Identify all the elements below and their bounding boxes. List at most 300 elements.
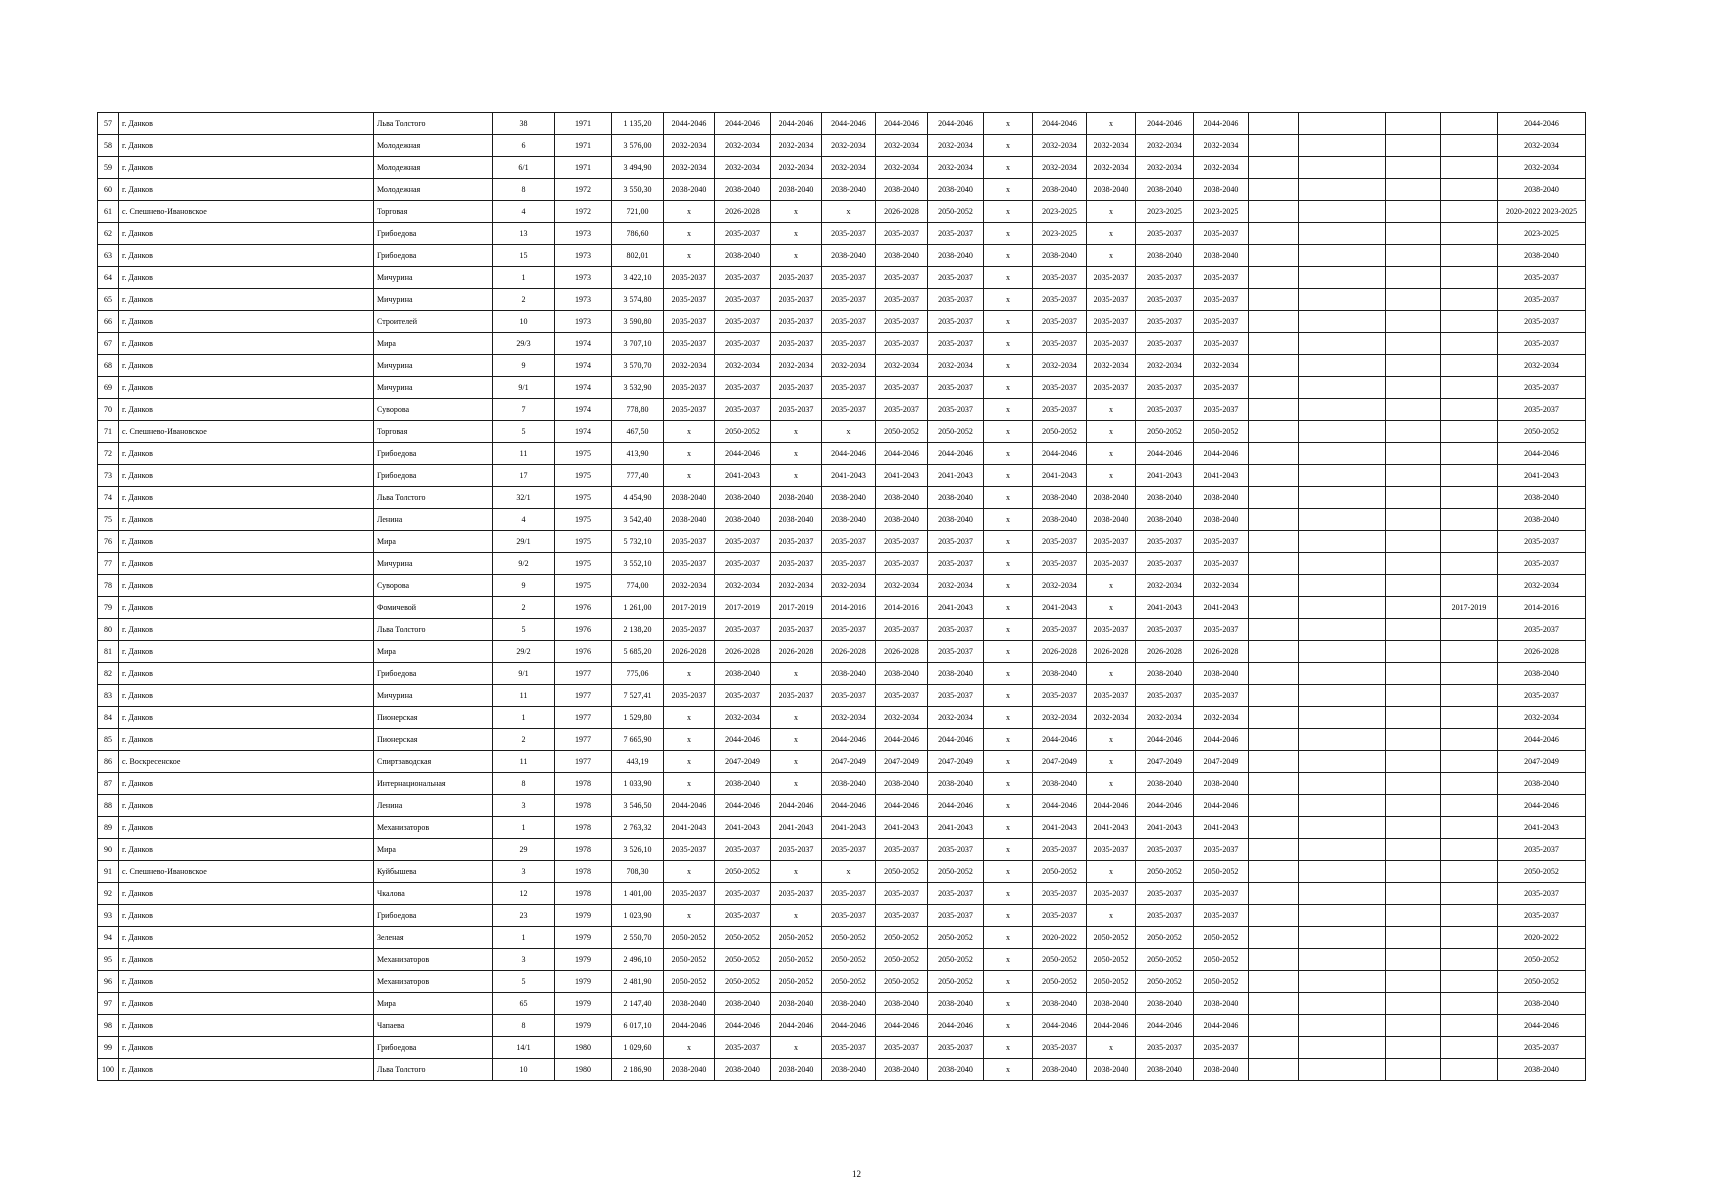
table-cell: 2035-2037 <box>1033 1037 1087 1059</box>
table-cell: 2038-2040 <box>715 1059 771 1081</box>
table-cell: 2035-2037 <box>876 883 928 905</box>
table-cell: Мира <box>374 531 493 553</box>
table-cell: 2026-2028 <box>876 201 928 223</box>
table-cell: 2038-2040 <box>928 179 984 201</box>
table-cell: 29/1 <box>493 531 555 553</box>
table-cell: 2035-2037 <box>715 399 771 421</box>
table-cell: 2035-2037 <box>822 377 876 399</box>
table-cell <box>1299 509 1386 531</box>
table-cell: х <box>984 135 1033 157</box>
table-cell <box>1441 531 1498 553</box>
table-cell: 1974 <box>555 355 612 377</box>
table-row <box>98 817 1586 839</box>
table-cell: х <box>664 707 715 729</box>
table-cell: 2032-2034 <box>1498 355 1586 377</box>
table-cell: 2035-2037 <box>1136 905 1194 927</box>
table-cell: 2035-2037 <box>876 311 928 333</box>
table-cell: 2035-2037 <box>1033 905 1087 927</box>
table-cell <box>1249 839 1299 861</box>
table-cell <box>1386 179 1441 201</box>
table-cell <box>1386 817 1441 839</box>
table-cell <box>1386 707 1441 729</box>
table-cell: х <box>984 157 1033 179</box>
table-cell: 2035-2037 <box>1136 311 1194 333</box>
table-cell <box>1386 883 1441 905</box>
table-cell: 99 <box>98 1037 119 1059</box>
table-cell: х <box>771 707 822 729</box>
table-cell: 2035-2037 <box>1136 377 1194 399</box>
table-cell: 2047-2049 <box>822 751 876 773</box>
table-row <box>98 399 1586 421</box>
table-cell: 29/3 <box>493 333 555 355</box>
table-cell: г. Данков <box>119 267 374 289</box>
table-cell: Льва Толстого <box>374 619 493 641</box>
table-cell: 66 <box>98 311 119 333</box>
table-cell: Механизаторов <box>374 817 493 839</box>
table-cell: Мира <box>374 993 493 1015</box>
table-cell: х <box>984 1015 1033 1037</box>
table-cell: 2038-2040 <box>1136 179 1194 201</box>
table-cell <box>1249 399 1299 421</box>
table-cell: 3 <box>493 949 555 971</box>
table-cell: 2041-2043 <box>664 817 715 839</box>
table-cell <box>1249 531 1299 553</box>
table-cell: 2035-2037 <box>928 553 984 575</box>
table-cell <box>1299 355 1386 377</box>
table-cell: 2050-2052 <box>1087 927 1136 949</box>
table-row <box>98 509 1586 531</box>
table-cell: 802,01 <box>612 245 664 267</box>
table-cell <box>1441 861 1498 883</box>
table-cell: Грибоедова <box>374 905 493 927</box>
table-cell: 93 <box>98 905 119 927</box>
table-cell: 38 <box>493 113 555 135</box>
table-cell: 2035-2037 <box>1033 685 1087 707</box>
table-cell <box>1441 113 1498 135</box>
table-cell: 2035-2037 <box>876 377 928 399</box>
table-cell <box>1299 707 1386 729</box>
table-cell: 2035-2037 <box>876 1037 928 1059</box>
table-cell: 1977 <box>555 751 612 773</box>
table-cell: 2035-2037 <box>1136 223 1194 245</box>
table-cell: 2041-2043 <box>1033 465 1087 487</box>
table-cell: 2035-2037 <box>876 399 928 421</box>
table-cell: 2032-2034 <box>1498 135 1586 157</box>
table-cell: 2035-2037 <box>771 377 822 399</box>
table-cell: 2038-2040 <box>928 663 984 685</box>
table-cell: 2050-2052 <box>1498 861 1586 883</box>
table-cell <box>1441 509 1498 531</box>
table-cell: 2050-2052 <box>1498 949 1586 971</box>
table-cell <box>1249 333 1299 355</box>
table-cell: 88 <box>98 795 119 817</box>
table-cell: х <box>664 421 715 443</box>
table-cell: 2035-2037 <box>1136 619 1194 641</box>
table-cell <box>1299 443 1386 465</box>
table-cell <box>1386 157 1441 179</box>
table-cell: 2041-2043 <box>928 817 984 839</box>
table-cell: 3 546,50 <box>612 795 664 817</box>
table-cell: г. Данков <box>119 927 374 949</box>
table-row <box>98 223 1586 245</box>
table-cell <box>1299 905 1386 927</box>
table-cell: г. Данков <box>119 641 374 663</box>
table-cell: х <box>984 839 1033 861</box>
table-cell: 3 <box>493 861 555 883</box>
table-cell: Мичурина <box>374 553 493 575</box>
table-cell: Льва Толстого <box>374 113 493 135</box>
table-cell <box>1299 135 1386 157</box>
table-cell: 1974 <box>555 333 612 355</box>
table-cell: 2035-2037 <box>1087 289 1136 311</box>
table-cell: г. Данков <box>119 487 374 509</box>
table-cell: 2044-2046 <box>928 1015 984 1037</box>
table-cell: 2038-2040 <box>771 1059 822 1081</box>
table-cell: 77 <box>98 553 119 575</box>
table-cell <box>1299 883 1386 905</box>
table-cell: 3 494,90 <box>612 157 664 179</box>
table-row <box>98 1037 1586 1059</box>
table-cell: 2041-2043 <box>715 817 771 839</box>
table-cell: х <box>984 311 1033 333</box>
table-cell: с. Спешнево-Ивановское <box>119 201 374 223</box>
table-cell <box>1299 487 1386 509</box>
table-cell: 14/1 <box>493 1037 555 1059</box>
table-cell: 2038-2040 <box>1498 509 1586 531</box>
table-cell: 2 <box>493 289 555 311</box>
table-cell: 2041-2043 <box>928 597 984 619</box>
table-cell: 2035-2037 <box>928 289 984 311</box>
table-cell: 2017-2019 <box>664 597 715 619</box>
table-cell: с. Воскресенское <box>119 751 374 773</box>
table-cell: 2044-2046 <box>1194 113 1249 135</box>
table-cell: 2038-2040 <box>1194 509 1249 531</box>
table-cell: 2050-2052 <box>1194 927 1249 949</box>
table-cell: г. Данков <box>119 817 374 839</box>
table-cell: 2035-2037 <box>928 905 984 927</box>
table-cell: 2 138,20 <box>612 619 664 641</box>
table-cell: х <box>984 223 1033 245</box>
table-cell: 2 763,32 <box>612 817 664 839</box>
table-cell: х <box>1087 663 1136 685</box>
table-cell: х <box>984 531 1033 553</box>
table-cell: 2038-2040 <box>715 993 771 1015</box>
table-cell: 2050-2052 <box>1498 421 1586 443</box>
table-cell: 80 <box>98 619 119 641</box>
table-cell: 778,80 <box>612 399 664 421</box>
table-cell: 2038-2040 <box>928 1059 984 1081</box>
table-cell: Суворова <box>374 399 493 421</box>
table-cell: 2050-2052 <box>1087 971 1136 993</box>
table-cell: 2041-2043 <box>1136 597 1194 619</box>
table-row <box>98 839 1586 861</box>
table-cell: 2035-2037 <box>1498 333 1586 355</box>
table-cell: 2035-2037 <box>715 839 771 861</box>
table-cell <box>1386 113 1441 135</box>
table-cell: 3 552,10 <box>612 553 664 575</box>
table-cell: 2044-2046 <box>928 113 984 135</box>
table-cell: 2035-2037 <box>1033 311 1087 333</box>
table-cell: 2038-2040 <box>1033 993 1087 1015</box>
table-cell: 12 <box>493 883 555 905</box>
table-cell: 2044-2046 <box>771 113 822 135</box>
table-cell <box>1299 421 1386 443</box>
table-cell: 2050-2052 <box>1087 949 1136 971</box>
table-cell: 2038-2040 <box>715 487 771 509</box>
table-cell: 1975 <box>555 553 612 575</box>
table-cell <box>1386 487 1441 509</box>
table-cell: 2020-2022 2023-2025 <box>1498 201 1586 223</box>
table-cell: 15 <box>493 245 555 267</box>
table-cell: 2047-2049 <box>1498 751 1586 773</box>
table-cell: 2038-2040 <box>715 509 771 531</box>
table-cell: 2038-2040 <box>928 487 984 509</box>
table-cell: 10 <box>493 1059 555 1081</box>
table-cell <box>1386 1037 1441 1059</box>
table-row <box>98 905 1586 927</box>
table-cell: 2038-2040 <box>876 1059 928 1081</box>
table-cell: 2038-2040 <box>1498 487 1586 509</box>
table-cell: 2038-2040 <box>664 179 715 201</box>
table-cell: 2047-2049 <box>1033 751 1087 773</box>
table-cell: 2032-2034 <box>715 135 771 157</box>
table-cell: 2044-2046 <box>715 113 771 135</box>
table-cell <box>1386 267 1441 289</box>
table-cell <box>1441 927 1498 949</box>
table-cell: г. Данков <box>119 311 374 333</box>
table-cell: 68 <box>98 355 119 377</box>
table-cell: 2032-2034 <box>771 157 822 179</box>
table-cell <box>1299 795 1386 817</box>
table-cell <box>1441 619 1498 641</box>
table-cell <box>1299 531 1386 553</box>
table-cell: 2035-2037 <box>928 267 984 289</box>
table-cell: 2041-2043 <box>928 465 984 487</box>
table-cell: 2035-2037 <box>928 685 984 707</box>
table-cell: х <box>984 1059 1033 1081</box>
table-row <box>98 377 1586 399</box>
table-cell: 1 <box>493 707 555 729</box>
table-cell: 2038-2040 <box>1194 773 1249 795</box>
table-cell: 2038-2040 <box>822 1059 876 1081</box>
table-cell: 2032-2034 <box>928 575 984 597</box>
table-cell <box>1249 377 1299 399</box>
table-cell: Спиртзаводская <box>374 751 493 773</box>
table-cell: 2026-2028 <box>771 641 822 663</box>
table-cell: 2038-2040 <box>876 663 928 685</box>
table-cell: с. Спешнево-Ивановское <box>119 421 374 443</box>
table-cell: 2050-2052 <box>876 927 928 949</box>
table-cell: 87 <box>98 773 119 795</box>
table-cell <box>1249 993 1299 1015</box>
table-cell: 2038-2040 <box>822 509 876 531</box>
table-cell: 2035-2037 <box>771 289 822 311</box>
table-row <box>98 971 1586 993</box>
table-cell: 82 <box>98 663 119 685</box>
table-cell: 2032-2034 <box>1033 135 1087 157</box>
table-cell <box>1386 861 1441 883</box>
table-cell: 2035-2037 <box>1033 377 1087 399</box>
table-cell: х <box>771 729 822 751</box>
table-cell: Механизаторов <box>374 949 493 971</box>
table-row <box>98 311 1586 333</box>
table-cell: 2041-2043 <box>1033 817 1087 839</box>
table-cell: 2044-2046 <box>1194 443 1249 465</box>
table-cell: 2035-2037 <box>1498 883 1586 905</box>
table-cell: 2038-2040 <box>771 993 822 1015</box>
table-cell: 2035-2037 <box>876 553 928 575</box>
table-cell: 2038-2040 <box>1033 179 1087 201</box>
table-cell <box>1299 113 1386 135</box>
table-cell: 2038-2040 <box>715 245 771 267</box>
table-cell: х <box>984 289 1033 311</box>
table-cell: 443,19 <box>612 751 664 773</box>
table-cell: х <box>1087 773 1136 795</box>
table-cell: 2023-2025 <box>1136 201 1194 223</box>
table-cell: 2032-2034 <box>1033 355 1087 377</box>
table-cell: г. Данков <box>119 509 374 531</box>
table-cell: 97 <box>98 993 119 1015</box>
table-cell: 2035-2037 <box>1498 399 1586 421</box>
table-cell: 2032-2034 <box>1194 355 1249 377</box>
table-cell: 1974 <box>555 399 612 421</box>
table-cell: 2050-2052 <box>771 949 822 971</box>
table-cell: 2050-2052 <box>1194 949 1249 971</box>
table-cell <box>1249 509 1299 531</box>
table-cell: 2032-2034 <box>876 575 928 597</box>
table-cell: х <box>984 597 1033 619</box>
table-cell <box>1299 971 1386 993</box>
table-row <box>98 421 1586 443</box>
table-cell: 2026-2028 <box>1136 641 1194 663</box>
table-cell <box>1249 729 1299 751</box>
table-cell: 2035-2037 <box>1498 377 1586 399</box>
table-cell <box>1299 377 1386 399</box>
table-cell: х <box>984 1037 1033 1059</box>
table-row <box>98 245 1586 267</box>
table-cell <box>1386 751 1441 773</box>
table-cell: 2044-2046 <box>1136 443 1194 465</box>
table-cell: 2050-2052 <box>928 201 984 223</box>
table-cell: х <box>1087 421 1136 443</box>
table-cell <box>1299 311 1386 333</box>
table-cell: 2035-2037 <box>928 377 984 399</box>
table-cell: 2035-2037 <box>1087 333 1136 355</box>
table-cell: 2035-2037 <box>1033 839 1087 861</box>
table-cell <box>1386 377 1441 399</box>
table-cell <box>1441 553 1498 575</box>
table-cell: 2038-2040 <box>1498 993 1586 1015</box>
table-cell: 2038-2040 <box>1033 245 1087 267</box>
table-cell: 2035-2037 <box>928 1037 984 1059</box>
table-cell <box>1386 971 1441 993</box>
table-cell <box>1441 201 1498 223</box>
table-cell <box>1386 993 1441 1015</box>
table-cell: х <box>771 663 822 685</box>
table-cell: 71 <box>98 421 119 443</box>
table-cell: 1 029,60 <box>612 1037 664 1059</box>
table-cell: 1975 <box>555 575 612 597</box>
table-cell: 1972 <box>555 201 612 223</box>
table-cell: 2038-2040 <box>715 663 771 685</box>
table-cell: 2038-2040 <box>664 487 715 509</box>
table-cell: 2050-2052 <box>771 971 822 993</box>
table-row <box>98 267 1586 289</box>
table-cell <box>1249 861 1299 883</box>
table-cell: 2035-2037 <box>1087 685 1136 707</box>
table-cell: г. Данков <box>119 729 374 751</box>
table-cell: 2032-2034 <box>928 355 984 377</box>
table-cell <box>1441 223 1498 245</box>
table-cell: х <box>984 751 1033 773</box>
table-cell: 2035-2037 <box>771 399 822 421</box>
table-cell: 2050-2052 <box>1136 927 1194 949</box>
table-cell: 2035-2037 <box>1194 553 1249 575</box>
table-cell: 2035-2037 <box>876 685 928 707</box>
table-cell: 2032-2034 <box>1194 157 1249 179</box>
table-cell: 17 <box>493 465 555 487</box>
table-cell: 2038-2040 <box>664 509 715 531</box>
table-cell <box>1299 1059 1386 1081</box>
table-cell: г. Данков <box>119 289 374 311</box>
table-cell: 60 <box>98 179 119 201</box>
table-cell: 2044-2046 <box>1087 1015 1136 1037</box>
table-cell: х <box>822 861 876 883</box>
table-cell <box>1299 685 1386 707</box>
table-cell: х <box>1087 443 1136 465</box>
table-cell: 2032-2034 <box>664 355 715 377</box>
table-cell: Ленина <box>374 795 493 817</box>
table-cell: 4 <box>493 201 555 223</box>
table-cell: 2032-2034 <box>1136 135 1194 157</box>
table-cell <box>1441 883 1498 905</box>
table-cell: 1 135,20 <box>612 113 664 135</box>
table-cell: 2032-2034 <box>771 355 822 377</box>
table-cell: 2035-2037 <box>715 619 771 641</box>
table-cell: х <box>1087 861 1136 883</box>
table-cell: 2038-2040 <box>1136 773 1194 795</box>
table-cell: х <box>664 905 715 927</box>
table-cell <box>1441 971 1498 993</box>
table-cell: 2035-2037 <box>928 883 984 905</box>
table-cell: 2050-2052 <box>876 861 928 883</box>
table-cell: 2035-2037 <box>822 685 876 707</box>
table-cell: 2032-2034 <box>664 157 715 179</box>
table-cell: 1979 <box>555 993 612 1015</box>
table-cell: 5 732,10 <box>612 531 664 553</box>
table-cell: 2038-2040 <box>1194 179 1249 201</box>
table-cell: 84 <box>98 707 119 729</box>
table-cell: 2044-2046 <box>664 795 715 817</box>
table-row <box>98 993 1586 1015</box>
table-cell: 2035-2037 <box>715 223 771 245</box>
table-cell: 2023-2025 <box>1194 201 1249 223</box>
table-cell: 2035-2037 <box>822 619 876 641</box>
table-cell: 62 <box>98 223 119 245</box>
table-cell: 2035-2037 <box>664 333 715 355</box>
table-cell: х <box>771 773 822 795</box>
table-cell: 2035-2037 <box>715 289 771 311</box>
table-cell: 1977 <box>555 663 612 685</box>
table-cell <box>1441 421 1498 443</box>
table-cell: 2026-2028 <box>876 641 928 663</box>
table-cell: 2050-2052 <box>664 949 715 971</box>
table-cell: Мира <box>374 641 493 663</box>
table-cell <box>1249 597 1299 619</box>
table-cell <box>1441 179 1498 201</box>
table-cell: 3 574,80 <box>612 289 664 311</box>
table-cell: 2044-2046 <box>822 443 876 465</box>
